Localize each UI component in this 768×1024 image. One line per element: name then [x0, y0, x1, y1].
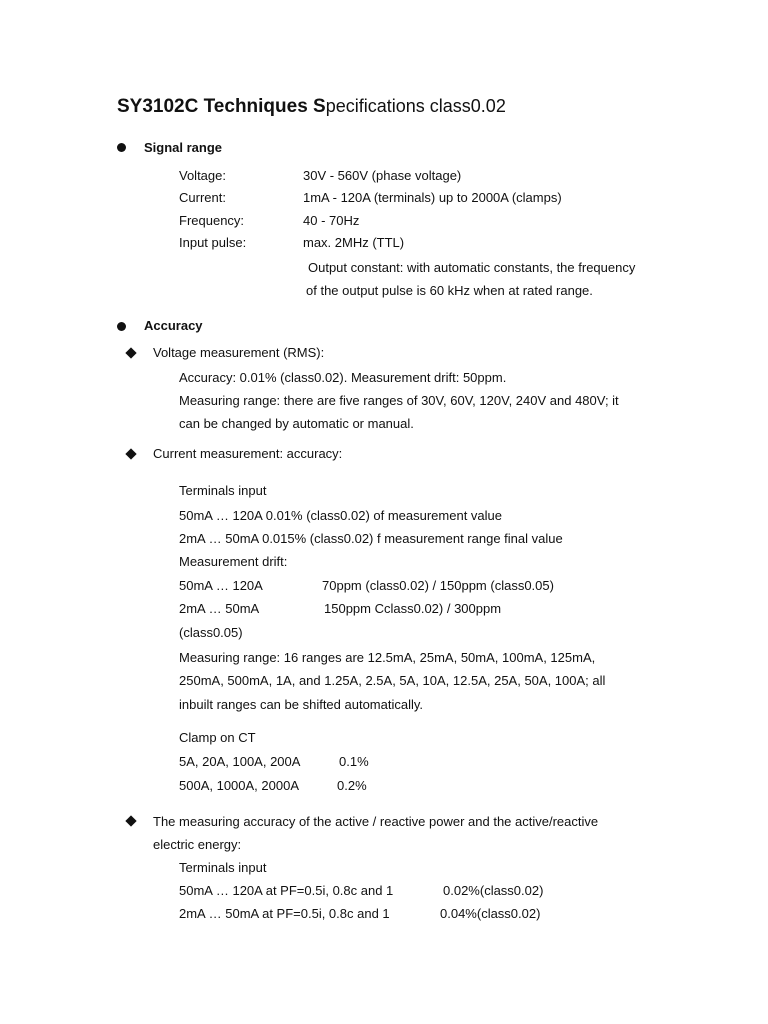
voltage-label: Voltage:	[179, 168, 226, 183]
drift-range: 2mA … 50mA	[179, 601, 260, 616]
clamp-on-ct-label: Clamp on CT	[179, 730, 256, 745]
current-value: 1mA - 120A (terminals) up to 2000A (clamps)	[303, 190, 562, 205]
voltage-range-line: can be changed by automatic or manual.	[179, 416, 414, 431]
input-pulse-value: max. 2MHz (TTL)	[303, 235, 405, 250]
terminal-accuracy-line: 2mA … 50mA 0.015% (class0.02) f measurement range final value	[179, 531, 563, 546]
accuracy-heading: Accuracy	[144, 318, 203, 333]
title-bold: SY3102C Techniques S	[117, 96, 326, 117]
voltage-value: 30V - 560V (phase voltage)	[303, 168, 462, 183]
current-range-line: Measuring range: 16 ranges are 12.5mA, 25mA, 50mA, 100mA, 125mA,	[179, 650, 596, 665]
output-note-line: of the output pulse is 60 kHz when at rated range.	[306, 283, 593, 298]
bullet-dot-icon	[117, 143, 126, 152]
output-note-line: Output constant: with automatic constants, the frequency	[308, 260, 636, 275]
voltage-range-line: Measuring range: there are five ranges of 30V, 60V, 120V, 240V and 480V; it	[179, 393, 619, 408]
terminals-input-label: Terminals input	[179, 483, 267, 498]
title-regular: pecifications class0.02	[325, 96, 506, 116]
voltage-measurement-heading: Voltage measurement (RMS):	[153, 345, 325, 360]
drift-value: 70ppm (class0.02) / 150ppm (class0.05)	[322, 578, 554, 593]
power-range: 2mA … 50mA at PF=0.5i, 0.8c and 1	[179, 906, 390, 921]
voltage-accuracy-line: Accuracy: 0.01% (class0.02). Measurement drift: 50ppm.	[179, 370, 507, 385]
frequency-value: 40 - 70Hz	[303, 213, 360, 228]
bullet-dot-icon	[117, 322, 126, 331]
current-measurement-heading: Current measurement: accuracy:	[153, 446, 343, 461]
signal-range-heading: Signal range	[144, 140, 223, 155]
clamp-value: 0.1%	[339, 754, 369, 769]
input-pulse-label: Input pulse:	[179, 235, 247, 250]
diamond-bullet-icon	[125, 815, 136, 826]
power-terminals-input-label: Terminals input	[179, 860, 267, 875]
power-accuracy-heading: The measuring accuracy of the active / reactive power and the active/reactive	[153, 814, 599, 829]
current-range-line: 250mA, 500mA, 1A, and 1.25A, 2.5A, 5A, 10A, 12.5A, 25A, 50A, 100A; all	[179, 673, 606, 688]
drift-value: 150ppm Cclass0.02) / 300ppm	[324, 601, 502, 616]
current-label: Current:	[179, 190, 226, 205]
current-range-line: inbuilt ranges can be shifted automatically.	[179, 697, 424, 712]
power-value: 0.02%(class0.02)	[443, 883, 544, 898]
diamond-bullet-icon	[125, 448, 136, 459]
clamp-range: 5A, 20A, 100A, 200A	[179, 754, 301, 769]
power-value: 0.04%(class0.02)	[440, 906, 541, 921]
terminal-accuracy-line: 50mA … 120A 0.01% (class0.02) of measurement value	[179, 508, 503, 523]
clamp-range: 500A, 1000A, 2000A	[179, 778, 299, 793]
clamp-value: 0.2%	[337, 778, 367, 793]
frequency-label: Frequency:	[179, 213, 245, 228]
page-title	[117, 93, 506, 121]
power-range: 50mA … 120A at PF=0.5i, 0.8c and 1	[179, 883, 394, 898]
power-accuracy-heading: electric energy:	[153, 837, 242, 852]
diamond-bullet-icon	[125, 347, 136, 358]
drift-continuation: (class0.05)	[179, 625, 243, 640]
measurement-drift-label: Measurement drift:	[179, 554, 288, 569]
drift-range: 50mA … 120A	[179, 578, 263, 593]
